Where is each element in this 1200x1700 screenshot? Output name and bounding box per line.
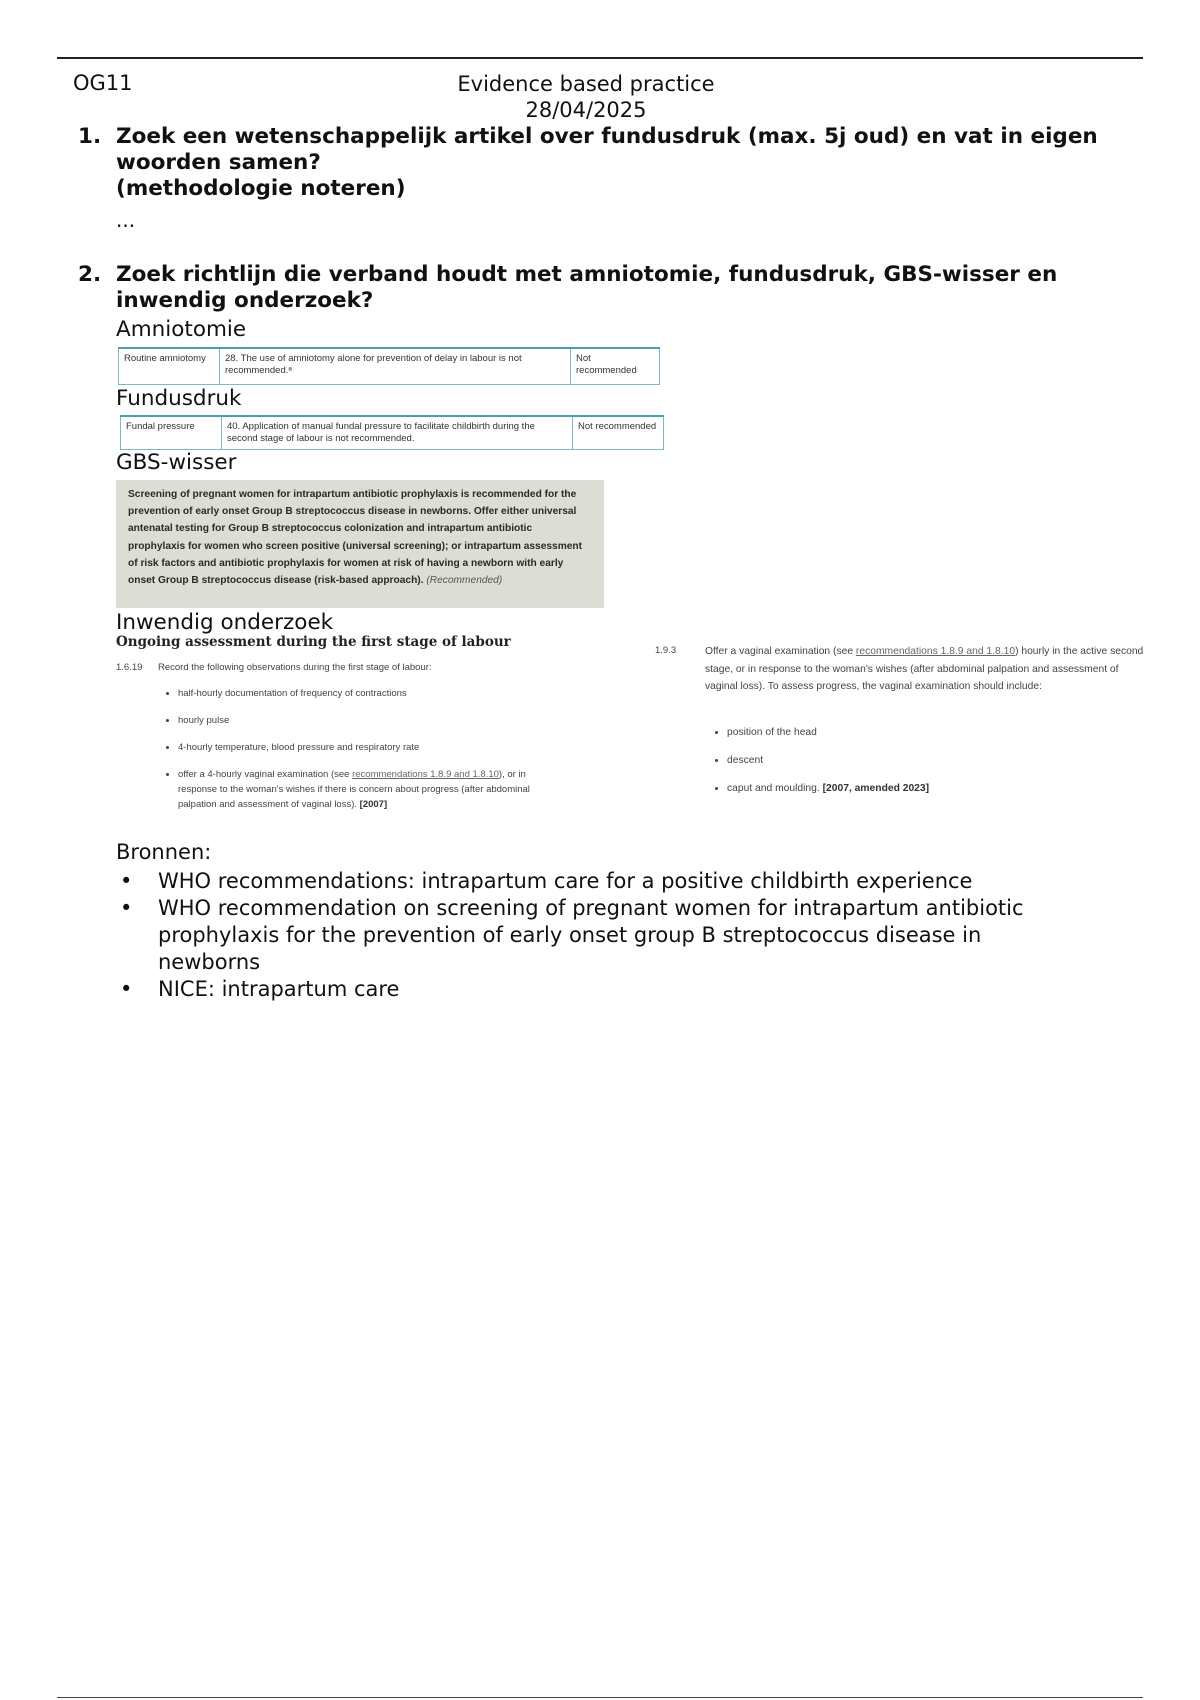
header-rule <box>57 57 1143 59</box>
recommendation-text: Offer a vaginal examination (see recommendations 1.8.9 and 1.8.10) hourly in the active second stage, or in response to the woman's wishes (after abdominal palpation and assessment of vaginal loss). To assess progress, the vaginal examination should include: <box>705 646 1144 692</box>
fundal-pressure-table-excerpt <box>120 415 664 450</box>
source-text: NICE: intrapartum care <box>158 977 400 1001</box>
list-item: • position of the head <box>727 725 1147 740</box>
course-code: OG11 <box>73 71 133 95</box>
footer-rule <box>57 1697 1143 1698</box>
question-1-answer: ... <box>116 208 136 232</box>
table-cell-topic: Fundal pressure <box>121 416 222 450</box>
gbs-recommendation-excerpt <box>116 480 604 608</box>
table-cell-category: Not recommended <box>573 416 664 450</box>
document-header <box>0 71 1172 123</box>
list-item: • descent <box>727 753 1147 768</box>
list-item: • offer a 4-hourly vaginal examination (see recommendations 1.8.9 and 1.8.10), or in response to the woman's wishes if there is concern about progress (after abdominal palpation and assessment of vaginal loss). [2007] <box>178 767 558 812</box>
sources-list <box>118 868 1078 1003</box>
table-cell-topic: Routine amniotomy <box>119 348 220 385</box>
question-2-number: 2. <box>78 262 102 287</box>
bullet-icon: • <box>120 896 133 920</box>
document-date: 28/04/2025 <box>525 98 647 122</box>
heading-inwendig-onderzoek: Inwendig onderzoek <box>116 610 334 635</box>
nice-section-title: Ongoing assessment during the first stage of labour <box>116 634 511 650</box>
amniotomy-table-excerpt <box>118 347 660 385</box>
question-1-number: 1. <box>78 124 102 149</box>
list-item: • 4-hourly temperature, blood pressure and respiratory rate <box>178 740 558 755</box>
gbs-recommendation-text: Screening of pregnant women for intrapartum antibiotic prophylaxis is recommended for the prevention of early onset Group B streptococcus disease in newborns. Offer either universal antenatal testing for Group B streptococcus colonization and intrapartum antibiotic prophylaxis for women who screen positive (universal screening); or intrapartum assessment of risk factors and antibiotic prophylaxis for women at risk of having a newborn with early onset Group B streptococcus disease (risk-based approach). <box>128 489 583 587</box>
heading-amniotomie: Amniotomie <box>116 317 247 342</box>
recommendation-code: 1.9.3 <box>655 645 677 656</box>
list-item: • half-hourly documentation of frequency of contractions <box>178 686 558 701</box>
heading-gbs-wisser: GBS-wisser <box>116 450 237 475</box>
list-item <box>118 976 1078 1003</box>
list-item <box>118 868 1078 895</box>
list-item: • caput and moulding. [2007, amended 2023] <box>727 781 1147 796</box>
recommendation-code: 1.6.19 <box>116 662 143 673</box>
table-cell-recommendation: 28. The use of amniotomy alone for prevention of delay in labour is not recommended.ᵃ <box>220 348 571 385</box>
sources-title: Bronnen: <box>116 840 212 864</box>
recommendations-link[interactable]: recommendations 1.8.9 and 1.8.10 <box>352 769 499 780</box>
list-item: • hourly pulse <box>178 713 558 728</box>
table-row <box>119 348 660 385</box>
table-cell-category: Not recommended <box>571 348 660 385</box>
question-1-note: (methodologie noteren) <box>116 176 406 201</box>
source-text: WHO recommendation on screening of pregnant women for intrapartum antibiotic prophylaxis for the prevention of early onset group B streptococcus disease in newborns <box>158 896 1024 974</box>
question-1-text: Zoek een wetenschappelijk artikel over fundusdruk (max. 5j oud) en vat in eigen woorden samen? <box>116 124 1098 175</box>
recommendations-link[interactable]: recommendations 1.8.9 and 1.8.10 <box>855 646 1016 657</box>
list-item <box>118 895 1078 976</box>
bullet-icon: • <box>120 977 133 1001</box>
document-title: Evidence based practice <box>457 72 715 96</box>
heading-fundusdruk: Fundusdruk <box>116 386 242 411</box>
question-2-text: Zoek richtlijn die verband houdt met amniotomie, fundusdruk, GBS-wisser en inwendig onderzoek? <box>116 262 1058 313</box>
source-text: WHO recommendations: intrapartum care for a positive childbirth experience <box>158 869 973 893</box>
examination-list <box>713 725 1147 809</box>
observation-list <box>166 686 558 824</box>
table-cell-recommendation: 40. Application of manual fundal pressure to facilitate childbirth during the second stage of labour is not recommended. <box>222 416 573 450</box>
bullet-icon: • <box>120 869 133 893</box>
table-row <box>121 416 664 450</box>
gbs-recommendation-label: (Recommended) <box>426 575 503 587</box>
recommendation-lead: Record the following observations during the first stage of labour: <box>158 662 432 673</box>
